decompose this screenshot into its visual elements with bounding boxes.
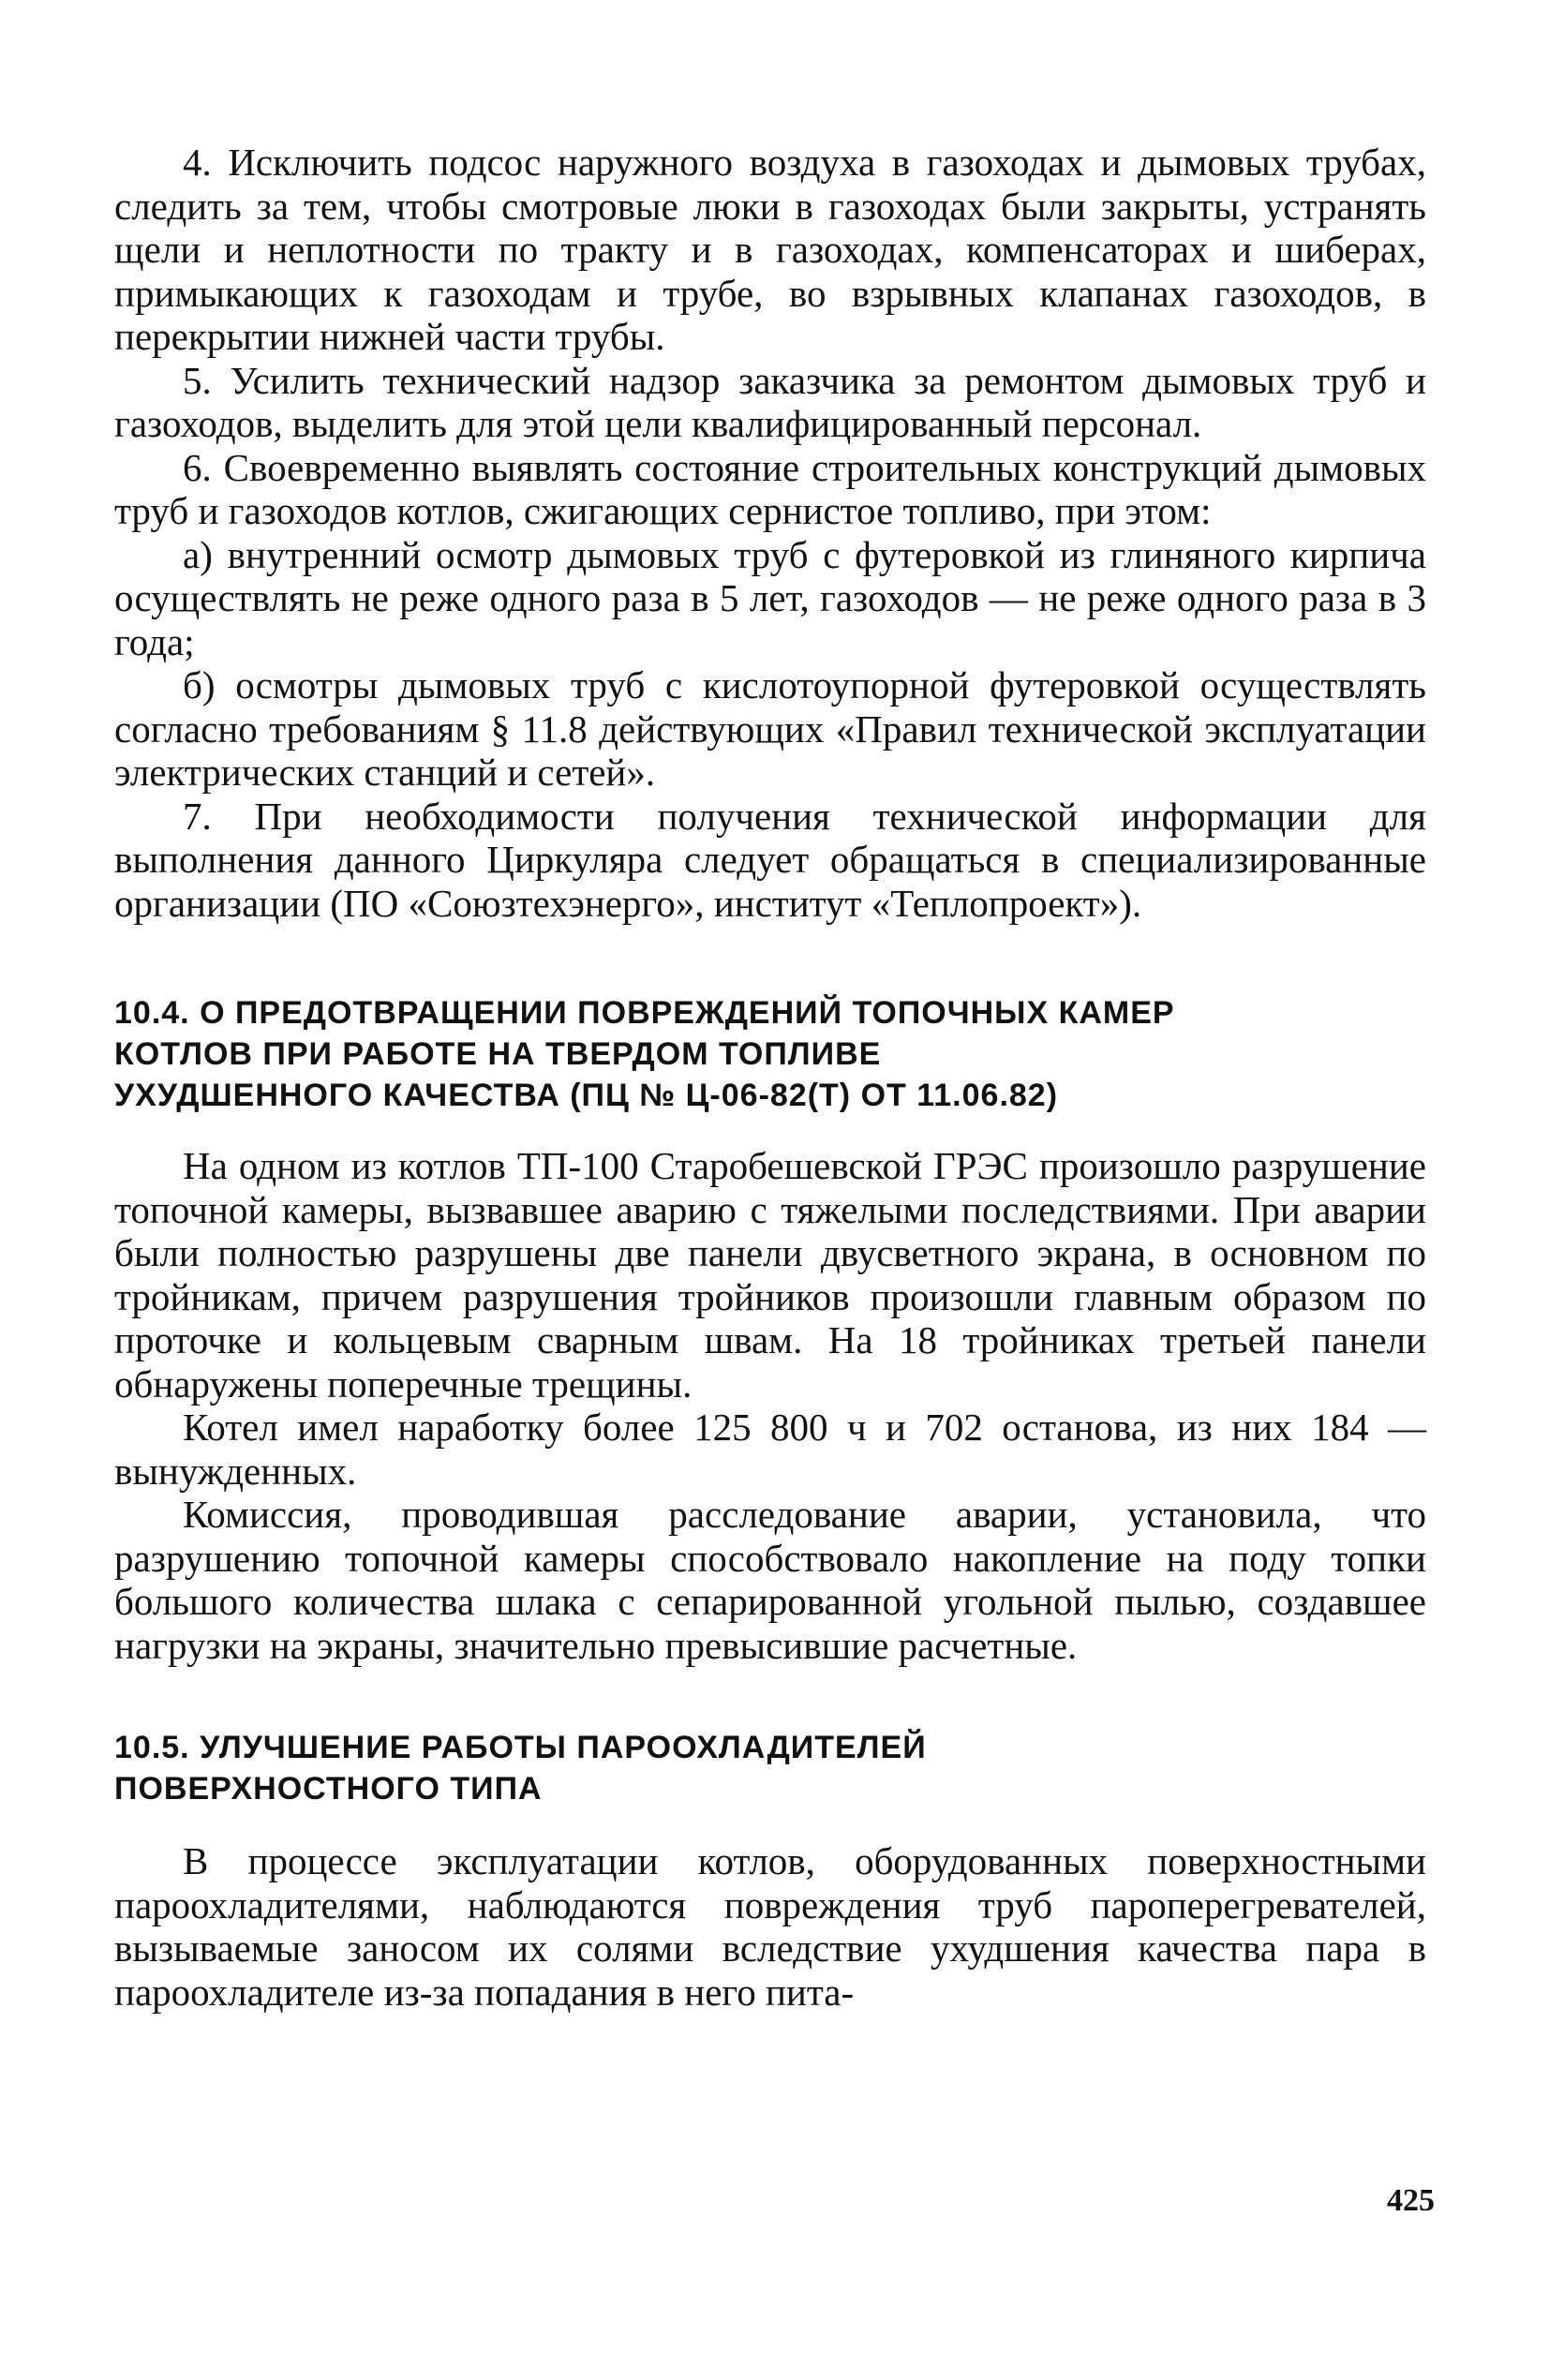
section-10-4-heading-line1: 10.4. О ПРЕДОТВРАЩЕНИИ ПОВРЕЖДЕНИЙ ТОПОЧНЫХ КАМЕР [114,995,1175,1031]
page-body [114,141,1426,2014]
item-5: 5. Усилить технический надзор заказчика за ремонтом дымовых труб и газоходов, выделить для этой цели квалифицированный персонал. [114,358,1426,445]
section-10-4-para-1: На одном из котлов ТП-100 Старобешевской ГРЭС произошло разрушение топочной камеры, вызвавшее аварию с тяжелыми последствиями. При аварии были полностью разрушены две панели двусветного экрана, в основном по тройникам, причем разрушения тройников произошли главным образом по проточке и кольцевым сварным швам. На 18 тройниках третьей панели обнаружены поперечные трещины. [114,1144,1426,1406]
section-10-4-para-3: Комиссия, проводившая расследование аварии, установила, что разрушению топочной камеры способствовало накопление на поду топки большого количества шлака с сепарированной угольной пылью, создавшее нагрузки на экраны, значительно превысившие расчетные. [114,1493,1426,1667]
section-10-5-heading-line2: ПОВЕРХНОСТНОГО ТИПА [114,1771,543,1807]
section-10-5-para-1: В процессе эксплуатации котлов, оборудованных поверхностными пароохладителями, наблюдаются повреждения труб пароперегревателей, вызываемые заносом их солями вследствие ухудшения качества пара в пароохладителе из-за попадания в него пита- [114,1839,1426,2014]
item-6: 6. Своевременно выявлять состояние строительных конструкций дымовых труб и газоходов котлов, сжигающих сернистое топливо, при этом: [114,445,1426,532]
item-6a: а) внутренний осмотр дымовых труб с футеровкой из глиняного кирпича осуществлять не реже одного раза в 5 лет, газоходов — не реже одного раза в 3 года; [114,532,1426,663]
section-10-5-heading-line1: 10.5. УЛУЧШЕНИЕ РАБОТЫ ПАРООХЛАДИТЕЛЕЙ [114,1730,927,1765]
section-10-4-heading-line2: КОТЛОВ ПРИ РАБОТЕ НА ТВЕРДОМ ТОПЛИВЕ [114,1036,882,1072]
item-4: 4. Исключить подсос наружного воздуха в газоходах и дымовых трубах, следить за тем, чтобы смотровые люки в газоходах были закрыты, устранять щели и неплотности по тракту и в газоходах, компенсаторах и шиберах, примыкающих к газоходам и трубе, во взрывных клапанах газоходов, в перекрытии нижней части трубы. [114,141,1426,358]
item-6b: б) осмотры дымовых труб с кислотоупорной футеровкой осуществлять согласно требованиям § 11.8 действующих «Правил технической эксплуатации электрических станций и сетей». [114,663,1426,794]
page-number: 425 [1387,2183,1435,2218]
section-10-5-heading [114,1727,1426,1809]
section-10-4-para-2: Котел имел наработку более 125 800 ч и 702 останова, из них 184 — вынужденных. [114,1406,1426,1493]
section-10-4-heading [114,992,1426,1116]
section-10-4-heading-line3: УХУДШЕННОГО КАЧЕСТВА (ПЦ № Ц-06-82(Т) ОТ 11.06.82) [114,1078,1059,1113]
item-7: 7. При необходимости получения технической информации для выполнения данного Циркуляра следует обращаться в специализированные организации (ПО «Союзтехэнерго», институт «Теплопроект»). [114,794,1426,925]
